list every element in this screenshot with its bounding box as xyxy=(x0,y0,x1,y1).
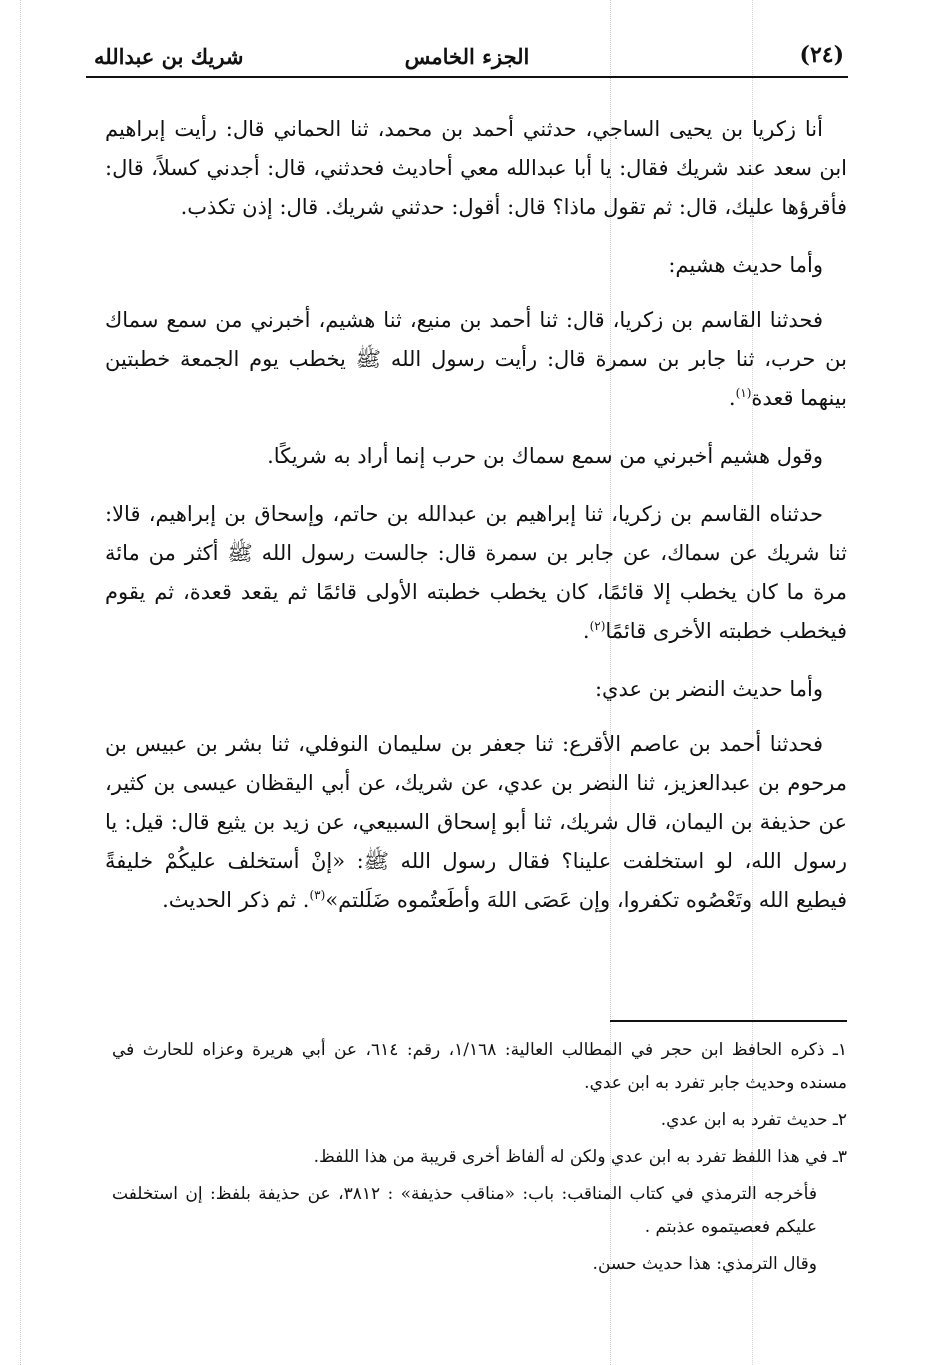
footnote-ref[interactable]: (٢) xyxy=(589,619,606,633)
footnote-3-detail: وقال الترمذي: هذا حديث حسن. xyxy=(592,1254,817,1274)
subject-title: شريك بن عبدالله xyxy=(94,44,244,69)
section-heading: وأما حديث النضر بن عدي: xyxy=(594,677,823,701)
paragraph: فحدثنا أحمد بن عاصم الأقرع: ثنا جعفر بن سليمان النوفلي، ثنا بشر بن عبيس بن مرحوم بن عبدالعزيز، ثنا النضر بن عدي، عن شريك، عن أبي اليقظان عيسى بن كثير، عن حذيفة بن اليمان، قال شريك، ثنا أبو إسحاق السبيعي، عن زيد بن يثيع قال: قيل: يا رسول الله، لو استخلفت علينا؟ فقال رسول الله ﷺ: «إنْ أستخلف عليكُمْ خليفةً فيطيع الله وتَعْصُوه تكفروا، وإن عَصَى اللهَ وأطَعتُموه ضَلَلتم»$^{(٣)}$. ثم ذكر الحديث. xyxy=(105,732,847,912)
paragraph: فحدثنا القاسم بن زكريا، قال: ثنا أحمد بن منيع، ثنا هشيم، أخبرني من سمع سماك بن حرب، ثنا جابر بن سمرة قال: رأيت رسول الله ﷺ يخطب يوم الجمعة خطبتين بينهما قعدة$^{(١)}$. xyxy=(105,308,847,410)
header-rule xyxy=(86,76,848,78)
part-title: الجزء الخامس xyxy=(404,44,530,69)
page-number: (٢٤) xyxy=(799,42,844,68)
paragraph: حدثناه القاسم بن زكريا، ثنا إبراهيم بن عبدالله بن حاتم، وإسحاق بن إبراهيم، قالا: ثنا شريك عن سماك، عن جابر بن سمرة قال: جالست رسول الله ﷺ أكثر من مائة مرة ما كان يخطب إلا قائمًا، كان يخطب خطبته الأولى قائمًا ثم يقعد قعدة، ثم يقوم فيخطب خطبته الأخرى قائمًا$^{(٢)}$. xyxy=(105,502,847,643)
footnote-3-detail: فأخرجه الترمذي في كتاب المناقب: باب: «مناقب حذيفة» : ٣٨١٢، عن حذيفة بلفظ: إن استخلفت عليكم فعصيتموه عذبتم . xyxy=(112,1184,817,1237)
paragraph: وقول هشيم أخبرني من سمع سماك بن حرب إنما أراد به شريكًا. xyxy=(267,444,823,468)
footnote-ref[interactable]: (٣) xyxy=(309,888,326,902)
main-text xyxy=(105,110,847,939)
footnotes xyxy=(112,1034,847,1285)
footnote-ref[interactable]: (١) xyxy=(735,386,752,400)
footnote-rule xyxy=(610,1020,847,1022)
footnote-2: ٢ـ حديث تفرد به ابن عدي. xyxy=(660,1110,847,1130)
paragraph: أنا زكريا بن يحيى الساجي، حدثني أحمد بن محمد، ثنا الحماني قال: رأيت إبراهيم ابن سعد عند شريك فقال: يا أبا عبدالله معي أحاديث فحدثني، قال: أجدني كسلاً، قال: فأقرؤها عليك، قال: ثم تقول ماذا؟ قال: أقول: حدثني شريك. قال: إذن تكذب. xyxy=(105,117,847,219)
running-header xyxy=(86,36,848,82)
footnote-1: ١ـ ذكره الحافظ ابن حجر في المطالب العالية: ١/١٦٨، رقم: ٦١٤، عن أبي هريرة وعزاه للحارث في مسنده وحديث جابر تفرد به ابن عدي. xyxy=(112,1040,847,1093)
margin-guide-line xyxy=(20,0,21,1365)
section-heading: وأما حديث هشيم: xyxy=(668,253,823,277)
footnote-3: ٣ـ في هذا اللفظ تفرد به ابن عدي ولكن له ألفاظ أخرى قريبة من هذا اللفظ. xyxy=(313,1147,847,1167)
